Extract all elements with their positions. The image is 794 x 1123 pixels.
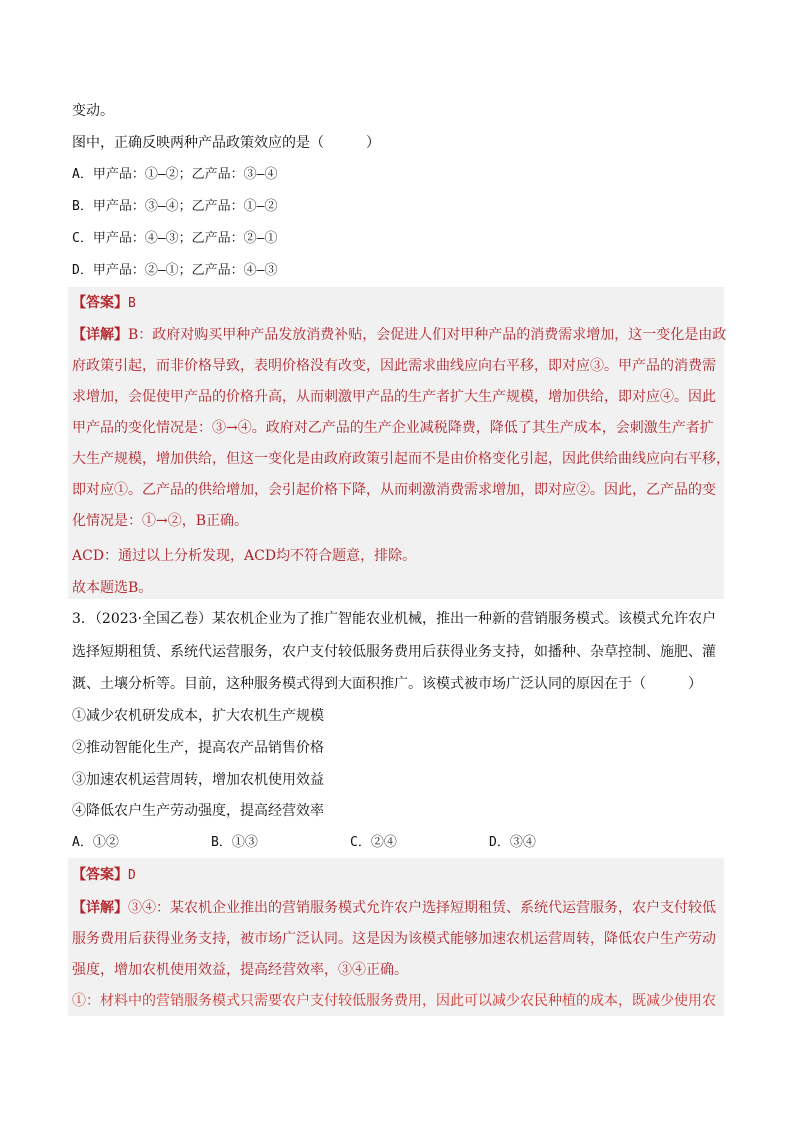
answer-value: B bbox=[128, 296, 136, 311]
question-prompt: 图中，正确反映两种产品政策效应的是（ ） bbox=[72, 135, 380, 151]
detail-note: ①：材料中的营销服务模式只需要农户支付较低服务费用，因此可以减少农民种植的成本，既减少使用农 bbox=[72, 993, 716, 1009]
answer-label: 【答案】 bbox=[72, 295, 128, 311]
statement-2: ②推动智能化生产，提高农产品销售价格 bbox=[72, 740, 324, 756]
detail-label: 【详解】 bbox=[72, 900, 128, 916]
option-a: A．甲产品：①—②；乙产品：③—④ bbox=[72, 167, 278, 182]
answer-line bbox=[72, 293, 724, 314]
option-d: D．甲产品：②—①；乙产品：④—③ bbox=[72, 263, 278, 278]
question-continuation: 变动。 bbox=[72, 103, 114, 119]
question-stem: 溉、土壤分析等。目前，这种服务模式得到大面积推广。该模式被市场广泛认同的原因在于（ ） bbox=[72, 676, 702, 692]
statement-3: ③加速农机运营周转，增加农机使用效益 bbox=[72, 772, 324, 788]
detail-label: 【详解】 bbox=[72, 327, 128, 343]
option-b: B．甲产品：③—④；乙产品：①—② bbox=[72, 199, 278, 214]
detail-text: 强度，增加农机使用效益，提高经营效率，③④正确。 bbox=[72, 962, 408, 978]
statement-4: ④降低农户生产劳动强度，提高经营效率 bbox=[72, 803, 324, 819]
option-b: B．①③ bbox=[211, 835, 258, 850]
detail-text: 甲产品的变化情况是：③→④。政府对乙产品的生产企业减税降费，降低了其生产成本，会刺激生产者扩 bbox=[72, 420, 714, 436]
option-d: D．③④ bbox=[489, 835, 536, 850]
option-c: C．甲产品：④—③；乙产品：②—① bbox=[72, 231, 278, 246]
detail-acd: ACD：通过以上分析发现，ACD均不符合题意，排除。 bbox=[72, 548, 417, 564]
final-answer: 故本题选B。 bbox=[72, 580, 153, 596]
question-stem: 选择短期租赁、系统代运营服务，农户支付较低服务费用后获得业务支持，如播种、杂草控制、施肥、灌 bbox=[72, 644, 716, 660]
options-row bbox=[72, 833, 724, 853]
detail-text: 大生产规模，增加供给，但这一变化是由政府政策引起而不是由价格变化引起，因此供给曲线应向右平移， bbox=[72, 451, 730, 467]
option-c: C．②④ bbox=[350, 835, 397, 850]
answer-label: 【答案】 bbox=[72, 867, 128, 883]
detail-text: 府政策引起，而非价格导致，表明价格没有改变，因此需求曲线应向右平移，即对应③。甲产品的消费需 bbox=[72, 358, 716, 374]
statement-1: ①减少农机研发成本，扩大农机生产规模 bbox=[72, 708, 324, 724]
detail-text: 化情况是：①→②，B正确。 bbox=[72, 513, 249, 529]
detail-line bbox=[72, 898, 724, 918]
question-stem: 3．（2023·全国乙卷）某农机企业为了推广智能农业机械，推出一种新的营销服务模式。该模式允许农户 bbox=[72, 611, 716, 627]
detail-text: 求增加，会促使甲产品的价格升高，从而刺激甲产品的生产者扩大生产规模，增加供给，即对应④。因此 bbox=[72, 389, 716, 405]
detail-text: 服务费用后获得业务支持，被市场广泛认同。这是因为该模式能够加速农机运营周转，降低农户生产劳动 bbox=[72, 931, 716, 947]
answer-line bbox=[72, 865, 724, 886]
answer-value: D bbox=[128, 868, 136, 883]
option-a: A．①② bbox=[72, 835, 119, 850]
detail-text: 即对应①。乙产品的供给增加，会引起价格下降，从而刺激消费需求增加，即对应②。因此，乙产品的变 bbox=[72, 482, 716, 498]
detail-line bbox=[72, 325, 727, 345]
detail-text: B：政府对购买甲种产品发放消费补贴，会促进人们对甲种产品的消费需求增加，这一变化是由政 bbox=[128, 327, 727, 343]
detail-text: ③④：某农机企业推出的营销服务模式允许农户选择短期租赁、系统代运营服务，农户支付较低 bbox=[128, 900, 716, 916]
